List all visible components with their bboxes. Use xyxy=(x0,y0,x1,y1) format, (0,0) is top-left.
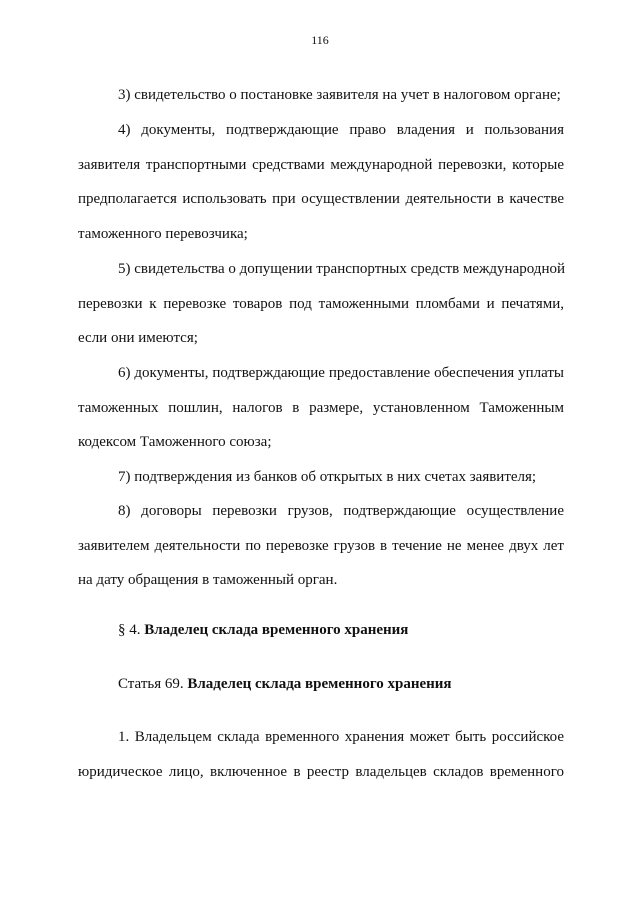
list-item xyxy=(78,252,564,356)
article-heading xyxy=(118,676,452,693)
text-line: кодексом Таможенного союза; xyxy=(78,434,272,450)
text-line: таможенных пошлин, налогов в размере, установленном Таможенным xyxy=(78,399,564,416)
text-line: 7) подтверждения из банков об открытых в них счетах заявителя; xyxy=(118,469,537,485)
article-paragraph xyxy=(78,720,564,789)
text-line: 4) документы, подтверждающие право владения и пользования xyxy=(118,122,564,138)
article-prefix: Статья 69. xyxy=(118,676,188,692)
section-title: Владелец склада временного хранения xyxy=(144,622,409,638)
text-line: 3) свидетельство о постановке заявителя на учет в налоговом органе; xyxy=(118,87,561,103)
text-line: если они имеются; xyxy=(78,330,198,346)
list-item xyxy=(78,113,564,251)
text-line: заявителя транспортными средствами международной перевозки, которые xyxy=(78,156,564,173)
text-line: на дату обращения в таможенный орган. xyxy=(78,572,338,588)
text-line: 8) договоры перевозки грузов, подтверждающие осуществление xyxy=(118,503,564,519)
list-item xyxy=(78,78,564,113)
section-prefix: § 4. xyxy=(118,622,145,638)
list-item xyxy=(78,494,564,598)
article-title: Владелец склада временного хранения xyxy=(187,676,452,692)
text-line: предполагается использовать при осуществлении деятельности в качестве xyxy=(78,191,564,207)
text-line: юридическое лицо, включенное в реестр владельцев складов временного xyxy=(78,763,564,780)
section-heading xyxy=(118,622,408,639)
text-line: 1. Владельцем склада временного хранения может быть российское xyxy=(118,729,564,745)
text-line: 5) свидетельства о допущении транспортных средств международной xyxy=(118,261,565,277)
list-item xyxy=(78,460,564,495)
page-number: 116 xyxy=(311,33,329,47)
text-line: таможенного перевозчика; xyxy=(78,225,248,242)
text-line: заявителем деятельности по перевозке грузов в течение не менее двух лет xyxy=(78,537,564,554)
text-line: 6) документы, подтверждающие предоставление обеспечения уплаты xyxy=(118,365,564,381)
text-line: перевозки к перевозке товаров под таможенными пломбами и печатями, xyxy=(78,295,564,312)
list-item xyxy=(78,356,564,460)
